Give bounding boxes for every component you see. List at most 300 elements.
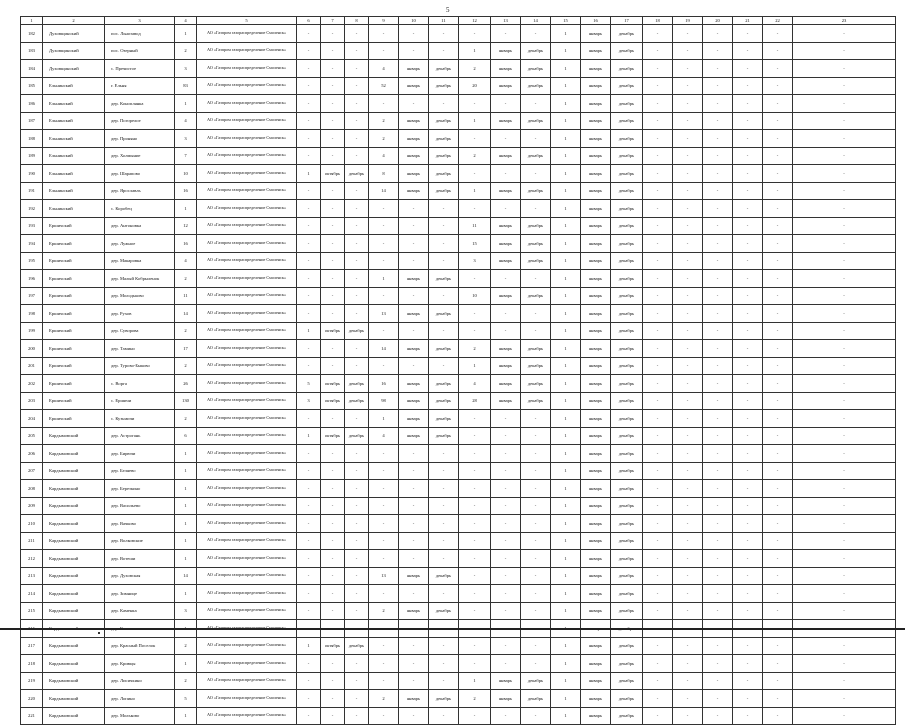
table-cell: -: [345, 42, 369, 60]
table-cell: 188: [21, 130, 43, 148]
table-cell: -: [643, 672, 673, 690]
table-cell: -: [321, 147, 345, 165]
table-cell: пос. Озерный: [105, 42, 175, 60]
table-row: [21, 707, 896, 725]
table-cell: январь: [581, 340, 611, 358]
table-cell: декабрь: [611, 112, 643, 130]
table-cell: октябрь: [321, 427, 345, 445]
table-cell: дер. Мольково: [105, 707, 175, 725]
header-cell: 9: [369, 17, 399, 25]
table-cell: -: [345, 357, 369, 375]
table-cell: -: [459, 445, 491, 463]
table-cell: декабрь: [429, 340, 459, 358]
table-cell: дер. Проняно: [105, 130, 175, 148]
table-cell: -: [459, 707, 491, 725]
table-cell: -: [297, 480, 321, 498]
table-cell: 8: [369, 165, 399, 183]
table-cell: -: [521, 655, 551, 673]
table-cell: январь: [581, 480, 611, 498]
table-cell: -: [345, 217, 369, 235]
table-cell: -: [399, 322, 429, 340]
table-cell: -: [643, 462, 673, 480]
table-cell: январь: [399, 305, 429, 323]
header-cell: 16: [581, 17, 611, 25]
table-cell: -: [733, 567, 763, 585]
table-row: [21, 287, 896, 305]
table-cell: Духовщинский: [43, 42, 105, 60]
table-cell: -: [369, 672, 399, 690]
table-cell: январь: [399, 375, 429, 393]
table-cell: дер. Лопино: [105, 690, 175, 708]
table-cell: декабрь: [611, 235, 643, 253]
organization-cell: АО «Газпром газораспределение Смоленск»: [197, 235, 297, 253]
table-cell: 1: [551, 550, 581, 568]
table-cell: -: [793, 130, 896, 148]
table-cell: январь: [491, 252, 521, 270]
table-cell: -: [763, 637, 793, 655]
table-cell: Ельнинский: [43, 130, 105, 148]
table-cell: -: [429, 217, 459, 235]
organization-cell: АО «Газпром газораспределение Смоленск»: [197, 585, 297, 603]
table-cell: -: [321, 690, 345, 708]
table-cell: дер. Турово-Быково: [105, 357, 175, 375]
table-cell: декабрь: [611, 550, 643, 568]
table-cell: -: [793, 305, 896, 323]
table-cell: 210: [21, 515, 43, 533]
table-cell: -: [429, 462, 459, 480]
table-cell: декабрь: [429, 392, 459, 410]
table-cell: -: [703, 445, 733, 463]
table-cell: Кардымовский: [43, 427, 105, 445]
table-cell: -: [429, 585, 459, 603]
table-cell: -: [703, 462, 733, 480]
table-cell: 4: [369, 147, 399, 165]
table-cell: -: [399, 357, 429, 375]
table-cell: декабрь: [611, 165, 643, 183]
table-cell: -: [673, 217, 703, 235]
table-cell: -: [429, 287, 459, 305]
table-cell: -: [763, 235, 793, 253]
table-cell: -: [459, 410, 491, 428]
table-cell: январь: [581, 445, 611, 463]
table-cell: 52: [369, 77, 399, 95]
table-cell: 2: [175, 410, 197, 428]
table-cell: -: [429, 357, 459, 375]
table-cell: -: [297, 690, 321, 708]
table-cell: -: [297, 217, 321, 235]
table-cell: январь: [581, 462, 611, 480]
table-cell: дер. Рухов: [105, 305, 175, 323]
table-cell: январь: [491, 672, 521, 690]
table-cell: декабрь: [611, 602, 643, 620]
table-cell: -: [793, 235, 896, 253]
table-cell: -: [297, 445, 321, 463]
table-cell: -: [793, 95, 896, 113]
table-cell: 1: [551, 340, 581, 358]
table-cell: -: [763, 130, 793, 148]
table-cell: -: [429, 672, 459, 690]
organization-cell: АО «Газпром газораспределение Смоленск»: [197, 305, 297, 323]
table-cell: -: [703, 252, 733, 270]
table-cell: -: [793, 182, 896, 200]
table-cell: 196: [21, 270, 43, 288]
table-cell: 3: [175, 130, 197, 148]
table-cell: 1: [551, 497, 581, 515]
table-cell: -: [673, 445, 703, 463]
table-cell: -: [429, 655, 459, 673]
table-row: [21, 602, 896, 620]
table-cell: декабрь: [611, 130, 643, 148]
table-cell: -: [643, 147, 673, 165]
table-cell: -: [459, 567, 491, 585]
table-cell: 1: [175, 655, 197, 673]
table-cell: 26: [175, 375, 197, 393]
table-cell: -: [673, 25, 703, 43]
table-cell: Кардымовский: [43, 655, 105, 673]
table-cell: 1: [551, 602, 581, 620]
table-cell: -: [793, 515, 896, 533]
table-cell: декабрь: [429, 427, 459, 445]
table-cell: -: [297, 77, 321, 95]
table-cell: Кардымовский: [43, 602, 105, 620]
table-cell: -: [297, 567, 321, 585]
table-cell: -: [297, 550, 321, 568]
table-cell: Ершичский: [43, 340, 105, 358]
table-cell: дер. Ярославль: [105, 182, 175, 200]
table-cell: 1: [459, 672, 491, 690]
table-cell: 17: [175, 340, 197, 358]
table-cell: -: [321, 515, 345, 533]
table-cell: -: [643, 182, 673, 200]
table-cell: Кардымовский: [43, 497, 105, 515]
table-cell: -: [399, 217, 429, 235]
table-cell: -: [399, 532, 429, 550]
table-cell: -: [297, 60, 321, 78]
table-cell: -: [793, 427, 896, 445]
table-cell: 182: [21, 25, 43, 43]
table-cell: 5: [297, 375, 321, 393]
table-cell: январь: [581, 550, 611, 568]
table-cell: -: [733, 270, 763, 288]
table-row: [21, 462, 896, 480]
table-cell: январь: [581, 515, 611, 533]
organization-cell: АО «Газпром газораспределение Смоленск»: [197, 602, 297, 620]
table-cell: 1: [551, 147, 581, 165]
table-cell: -: [733, 375, 763, 393]
table-cell: -: [399, 585, 429, 603]
table-cell: -: [763, 357, 793, 375]
table-cell: -: [321, 235, 345, 253]
table-cell: декабрь: [611, 217, 643, 235]
table-cell: -: [297, 410, 321, 428]
table-cell: -: [733, 462, 763, 480]
organization-cell: АО «Газпром газораспределение Смоленск»: [197, 130, 297, 148]
table-cell: -: [763, 217, 793, 235]
table-cell: дер. Лужное: [105, 235, 175, 253]
table-cell: -: [763, 375, 793, 393]
table-cell: -: [793, 287, 896, 305]
table-cell: -: [643, 480, 673, 498]
table-cell: -: [429, 42, 459, 60]
table-cell: декабрь: [345, 322, 369, 340]
table-cell: -: [733, 637, 763, 655]
table-cell: -: [643, 270, 673, 288]
table-cell: -: [345, 235, 369, 253]
header-cell: 14: [521, 17, 551, 25]
table-cell: 1: [175, 200, 197, 218]
table-cell: январь: [581, 165, 611, 183]
table-cell: -: [491, 410, 521, 428]
table-cell: -: [345, 130, 369, 148]
table-cell: 6: [175, 427, 197, 445]
table-cell: 1: [551, 445, 581, 463]
table-cell: -: [703, 357, 733, 375]
table-row: [21, 217, 896, 235]
table-cell: -: [369, 585, 399, 603]
table-row: [21, 340, 896, 358]
table-cell: -: [521, 637, 551, 655]
table-cell: -: [491, 462, 521, 480]
table-cell: -: [297, 462, 321, 480]
organization-cell: АО «Газпром газораспределение Смоленск»: [197, 532, 297, 550]
table-cell: -: [345, 532, 369, 550]
table-cell: -: [369, 287, 399, 305]
table-cell: -: [793, 497, 896, 515]
header-cell: 18: [643, 17, 673, 25]
table-cell: Ельнинский: [43, 112, 105, 130]
table-cell: декабрь: [521, 357, 551, 375]
table-cell: 1: [175, 532, 197, 550]
table-cell: 213: [21, 567, 43, 585]
organization-cell: АО «Газпром газораспределение Смоленск»: [197, 200, 297, 218]
table-cell: 1: [551, 567, 581, 585]
table-cell: -: [763, 655, 793, 673]
table-cell: -: [643, 497, 673, 515]
table-cell: Ершичский: [43, 252, 105, 270]
table-cell: -: [297, 95, 321, 113]
table-cell: -: [345, 340, 369, 358]
table-cell: -: [399, 637, 429, 655]
table-cell: 1: [551, 637, 581, 655]
table-cell: -: [763, 322, 793, 340]
table-cell: -: [297, 707, 321, 725]
table-cell: -: [643, 427, 673, 445]
table-cell: декабрь: [521, 672, 551, 690]
table-cell: -: [643, 130, 673, 148]
table-cell: -: [491, 497, 521, 515]
table-cell: -: [763, 287, 793, 305]
table-cell: -: [733, 655, 763, 673]
table-cell: 2: [369, 602, 399, 620]
table-cell: -: [399, 200, 429, 218]
table-cell: 199: [21, 322, 43, 340]
table-cell: 1: [551, 25, 581, 43]
table-cell: -: [459, 130, 491, 148]
table-row: [21, 147, 896, 165]
table-cell: -: [763, 480, 793, 498]
table-cell: -: [703, 532, 733, 550]
table-cell: -: [673, 497, 703, 515]
table-cell: -: [793, 147, 896, 165]
table-cell: октябрь: [321, 322, 345, 340]
table-cell: -: [733, 585, 763, 603]
table-cell: -: [297, 25, 321, 43]
table-cell: дер. Зимнице: [105, 585, 175, 603]
table-cell: -: [643, 42, 673, 60]
table-cell: -: [521, 200, 551, 218]
table-cell: -: [793, 462, 896, 480]
table-cell: 1: [551, 585, 581, 603]
table-cell: январь: [491, 375, 521, 393]
table-cell: дер. Березкино: [105, 480, 175, 498]
table-cell: декабрь: [611, 95, 643, 113]
table-cell: -: [733, 480, 763, 498]
table-cell: январь: [491, 182, 521, 200]
table-cell: декабрь: [521, 112, 551, 130]
table-cell: -: [733, 672, 763, 690]
table-cell: -: [345, 287, 369, 305]
table-cell: Кардымовский: [43, 585, 105, 603]
table-cell: 191: [21, 182, 43, 200]
table-cell: -: [369, 235, 399, 253]
table-cell: -: [733, 130, 763, 148]
table-cell: -: [459, 497, 491, 515]
table-cell: 217: [21, 637, 43, 655]
table-cell: декабрь: [611, 25, 643, 43]
table-cell: январь: [399, 60, 429, 78]
table-cell: -: [297, 235, 321, 253]
table-cell: декабрь: [611, 340, 643, 358]
table-cell: -: [643, 340, 673, 358]
table-cell: дер. Погорелое: [105, 112, 175, 130]
table-cell: -: [733, 95, 763, 113]
table-cell: -: [763, 497, 793, 515]
table-cell: -: [643, 515, 673, 533]
table-cell: декабрь: [521, 182, 551, 200]
table-cell: декабрь: [611, 252, 643, 270]
table-cell: -: [763, 77, 793, 95]
table-cell: -: [429, 445, 459, 463]
table-cell: январь: [399, 690, 429, 708]
table-cell: январь: [491, 235, 521, 253]
table-cell: 183: [21, 42, 43, 60]
organization-cell: АО «Газпром газораспределение Смоленск»: [197, 410, 297, 428]
table-cell: -: [643, 305, 673, 323]
table-cell: -: [763, 427, 793, 445]
table-cell: -: [321, 672, 345, 690]
table-cell: Духовщинский: [43, 60, 105, 78]
table-cell: -: [643, 567, 673, 585]
table-cell: -: [733, 410, 763, 428]
table-cell: 221: [21, 707, 43, 725]
table-cell: -: [673, 672, 703, 690]
table-cell: -: [673, 690, 703, 708]
table-cell: -: [321, 585, 345, 603]
table-row: [21, 497, 896, 515]
table-cell: 13: [369, 567, 399, 585]
table-cell: -: [703, 497, 733, 515]
table-cell: -: [429, 707, 459, 725]
table-cell: декабрь: [429, 602, 459, 620]
table-cell: -: [703, 217, 733, 235]
table-cell: -: [673, 427, 703, 445]
table-row: [21, 532, 896, 550]
table-cell: -: [673, 130, 703, 148]
table-cell: 206: [21, 445, 43, 463]
table-cell: январь: [581, 602, 611, 620]
table-cell: 205: [21, 427, 43, 445]
table-cell: 1: [551, 165, 581, 183]
table-cell: -: [643, 200, 673, 218]
table-cell: -: [321, 60, 345, 78]
table-cell: 14: [369, 182, 399, 200]
table-cell: -: [369, 42, 399, 60]
table-cell: 4: [459, 375, 491, 393]
table-cell: -: [345, 112, 369, 130]
table-cell: -: [321, 200, 345, 218]
table-cell: декабрь: [429, 270, 459, 288]
table-cell: 1: [551, 392, 581, 410]
table-cell: 1: [551, 252, 581, 270]
table-cell: -: [703, 515, 733, 533]
table-row: [21, 672, 896, 690]
table-cell: -: [521, 532, 551, 550]
table-cell: -: [733, 445, 763, 463]
table-cell: -: [733, 305, 763, 323]
table-cell: -: [369, 357, 399, 375]
header-cell: 15: [551, 17, 581, 25]
table-cell: -: [793, 672, 896, 690]
table-cell: январь: [581, 287, 611, 305]
table-cell: 1: [175, 497, 197, 515]
table-cell: 2: [175, 270, 197, 288]
table-cell: декабрь: [611, 532, 643, 550]
table-cell: -: [793, 567, 896, 585]
table-cell: 2: [369, 690, 399, 708]
table-cell: -: [321, 270, 345, 288]
header-cell: 13: [491, 17, 521, 25]
table-cell: декабрь: [521, 392, 551, 410]
scan-mark: [98, 632, 100, 634]
table-cell: -: [703, 602, 733, 620]
table-cell: -: [399, 462, 429, 480]
table-cell: -: [703, 165, 733, 183]
table-cell: -: [763, 305, 793, 323]
organization-cell: АО «Газпром газораспределение Смоленск»: [197, 182, 297, 200]
table-cell: -: [763, 602, 793, 620]
table-cell: -: [643, 235, 673, 253]
table-cell: -: [297, 340, 321, 358]
table-cell: 7: [175, 147, 197, 165]
table-cell: -: [703, 270, 733, 288]
table-cell: -: [369, 550, 399, 568]
table-cell: январь: [581, 532, 611, 550]
table-cell: -: [297, 42, 321, 60]
data-table-container: [20, 16, 885, 725]
table-cell: -: [703, 130, 733, 148]
table-cell: -: [673, 305, 703, 323]
table-cell: -: [491, 480, 521, 498]
table-cell: -: [345, 252, 369, 270]
table-cell: -: [459, 532, 491, 550]
table-cell: -: [763, 60, 793, 78]
table-cell: -: [345, 147, 369, 165]
header-cell: 19: [673, 17, 703, 25]
table-cell: -: [793, 445, 896, 463]
table-cell: Ершичский: [43, 305, 105, 323]
page-number: 5: [446, 6, 450, 14]
table-cell: -: [763, 550, 793, 568]
